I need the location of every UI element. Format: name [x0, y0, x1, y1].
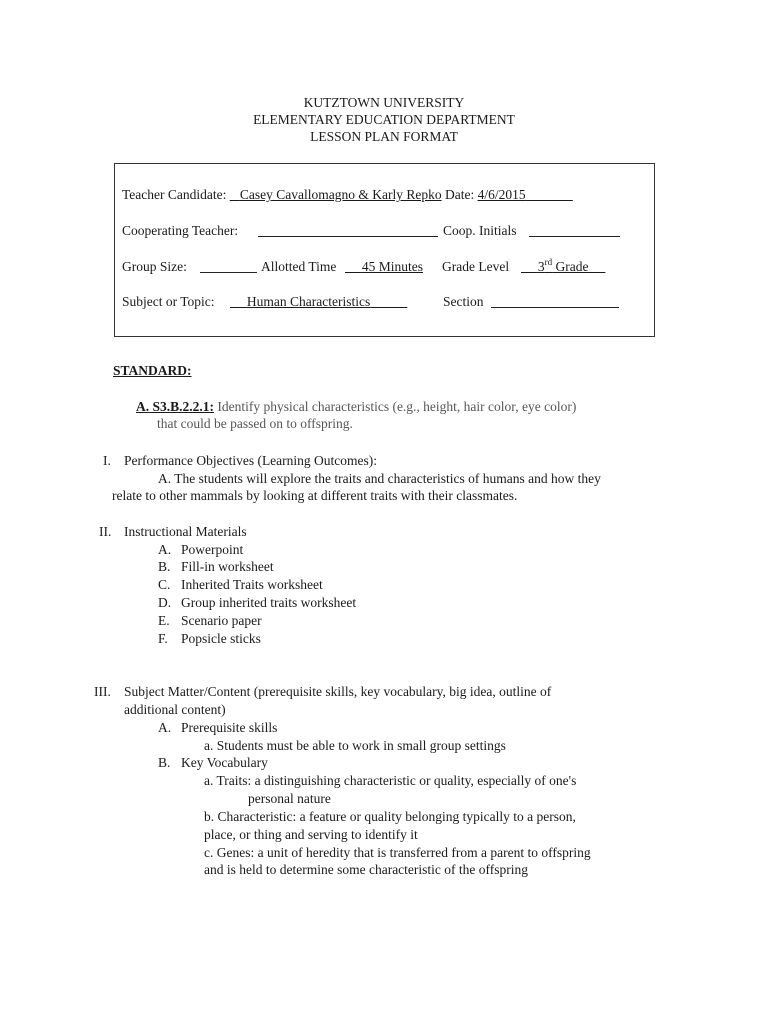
university-title: KUTZTOWN UNIVERSITY: [303, 95, 465, 110]
vocab-genes-line1: c. Genes: a unit of heredity that is transferred from a parent to offspring: [204, 845, 591, 860]
teacher-candidate-value: Casey Cavallomagno & Karly Repko: [239, 187, 442, 202]
standard-a-line1: A. S3.B.2.2.1: Identify physical characteristics (e.g., height, hair color, eye color): [136, 399, 577, 414]
department-title: ELEMENTARY EDUCATION DEPARTMENT: [253, 112, 515, 127]
subsection-a-title: Prerequisite skills: [181, 720, 278, 735]
material-item: F.: [158, 631, 168, 646]
subject-topic-value: Human Characteristics: [246, 294, 371, 309]
allotted-time-label: Allotted Time: [261, 259, 337, 274]
section-2-numeral: II.: [99, 524, 112, 539]
coop-initials-field: [529, 223, 620, 237]
subsection-b-title: Key Vocabulary: [181, 755, 268, 770]
date-label: Date:: [444, 187, 475, 202]
cooperating-teacher-label: Cooperating Teacher:: [122, 223, 239, 238]
material-item-text: Fill-in worksheet: [181, 559, 274, 574]
section-2-title: Instructional Materials: [124, 524, 247, 539]
teacher-candidate-row: [122, 186, 573, 203]
allotted-time-value: 45 Minutes: [361, 259, 424, 274]
cooperating-teacher-field: [258, 223, 438, 237]
prerequisite-item: a. Students must be able to work in small group settings: [204, 738, 506, 753]
standard-heading: STANDARD:: [113, 363, 192, 378]
material-item-text: Inherited Traits worksheet: [181, 577, 323, 592]
section-3-numeral: III.: [94, 684, 111, 699]
section-label: Section: [443, 294, 484, 309]
group-size-field: [200, 259, 257, 273]
subsection-a-letter: A.: [158, 720, 172, 735]
subsection-b-letter: B.: [158, 755, 171, 770]
section-1-title: Performance Objectives (Learning Outcomes):: [124, 453, 378, 468]
section-3-title-line1: Subject Matter/Content (prerequisite skills, key vocabulary, big idea, outline of: [124, 684, 552, 699]
form-title: LESSON PLAN FORMAT: [310, 129, 458, 144]
standard-a-line2: that could be passed on to offspring.: [157, 416, 353, 431]
section-1-line1: A. The students will explore the traits and characteristics of humans and how they: [158, 471, 601, 486]
material-item: C.: [158, 577, 171, 592]
teacher-candidate-label: Teacher Candidate:: [122, 187, 227, 202]
section-3-title-line2: additional content): [124, 702, 226, 717]
coop-initials-label: Coop. Initials: [443, 223, 517, 238]
grade-level-value: 3rd Grade: [537, 256, 589, 274]
grade-level-label: Grade Level: [442, 259, 510, 274]
material-item: A.: [158, 542, 172, 557]
section-1-numeral: I.: [103, 453, 111, 468]
material-item: B.: [158, 559, 171, 574]
group-size-label: Group Size:: [122, 259, 187, 274]
vocab-traits-line2: personal nature: [248, 791, 331, 806]
material-item-text: Group inherited traits worksheet: [181, 595, 357, 610]
vocab-genes-line2: and is held to determine some characteristic of the offspring: [204, 862, 529, 877]
material-item-text: Popsicle sticks: [181, 631, 261, 646]
vocab-characteristic-line1: b. Characteristic: a feature or quality belonging typically to a person,: [204, 809, 576, 824]
vocab-traits-line1: a. Traits: a distinguishing characteristic or quality, especially of one's: [204, 773, 577, 788]
material-item-text: Scenario paper: [181, 613, 262, 628]
material-item-text: Powerpoint: [181, 542, 244, 557]
material-item: E.: [158, 613, 170, 628]
subject-topic-label: Subject or Topic:: [122, 294, 215, 309]
material-item: D.: [158, 595, 172, 610]
date-value: 4/6/2015: [477, 187, 526, 202]
section-field: [491, 294, 619, 308]
section-1-line2: relate to other mammals by looking at different traits with their classmates.: [112, 488, 518, 503]
vocab-characteristic-line2: place, or thing and serving to identify it: [204, 827, 418, 842]
